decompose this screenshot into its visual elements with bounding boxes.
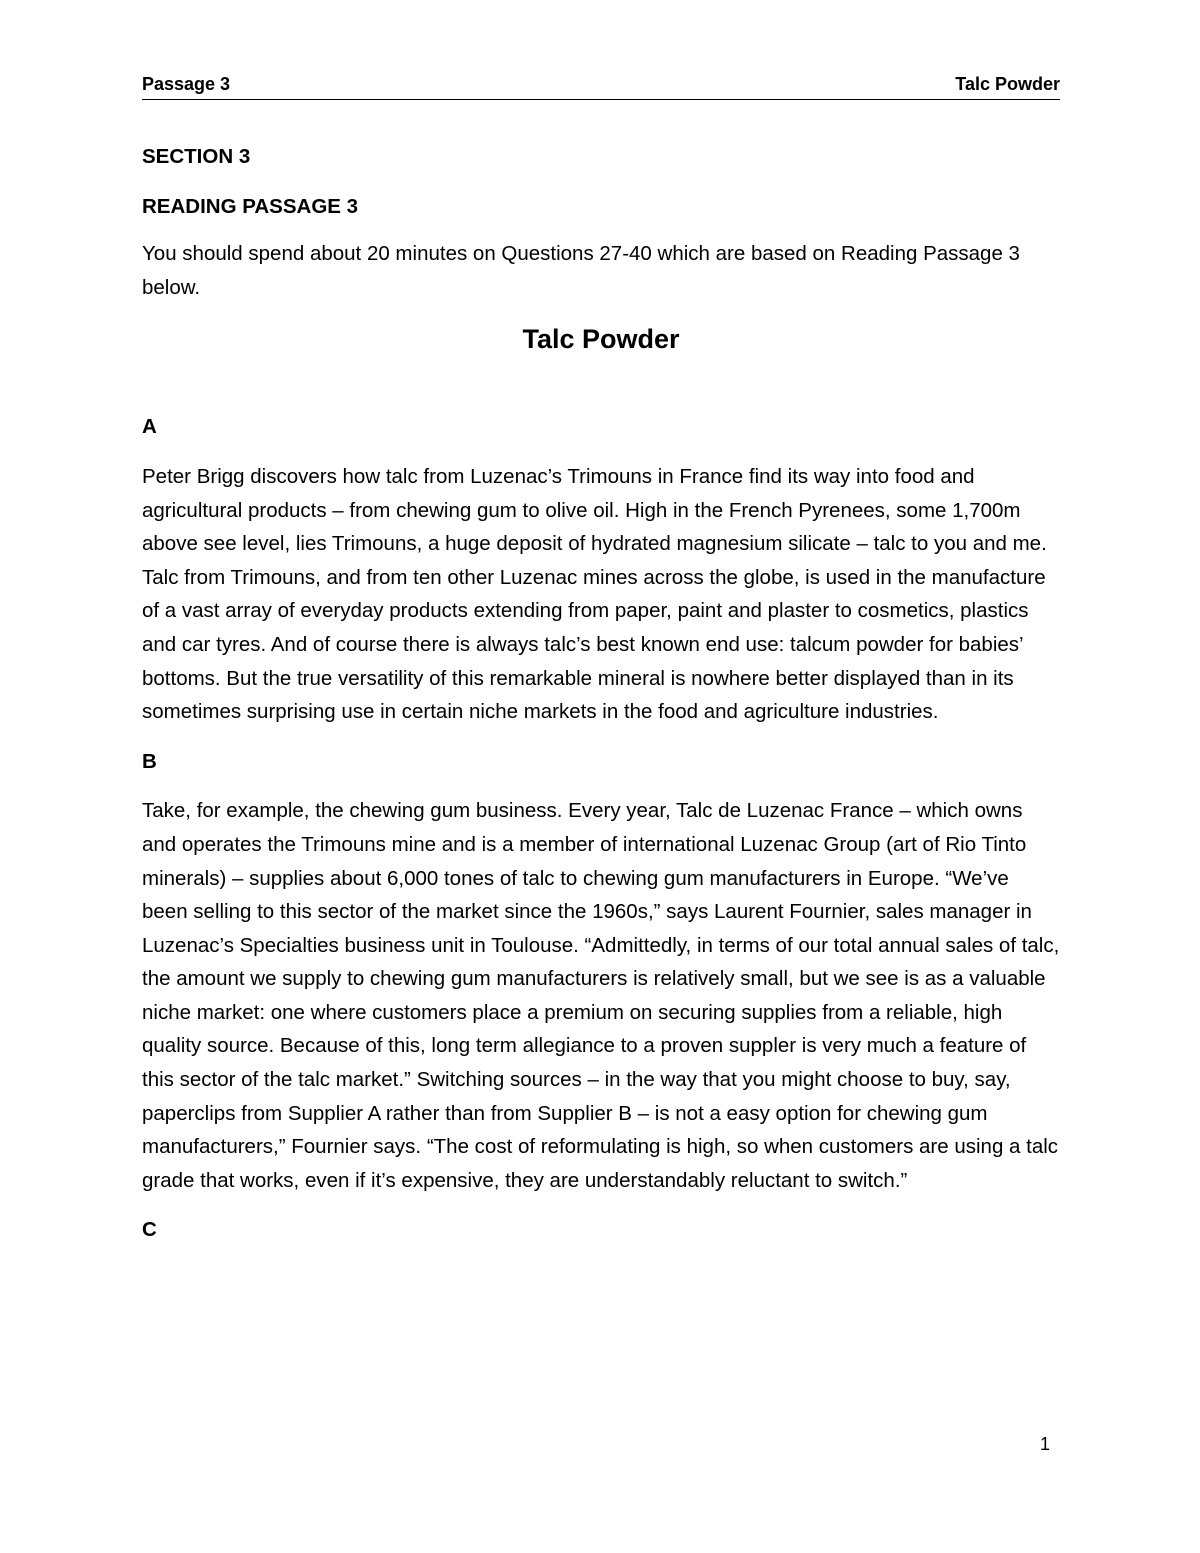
section-heading: SECTION 3 bbox=[142, 145, 251, 168]
paragraph-b: Take, for example, the chewing gum business. Every year, Talc de Luzenac France – which owns and operates the Trimouns mine and is a member of international Luzenac Group (art of Rio Tinto minerals) – supplies about 6,000 tones of talc to chewing gum manufacturers in Europe. “We’ve been selling to this sector of the market since the 1960s,” says Laurent Fournier, sales manager in Luzenac’s Specialties business unit in Toulouse. “Admittedly, in terms of our total annual sales of talc, the amount we supply to chewing gum manufacturers is relatively small, but we see is as a valuable niche market: one where customers place a premium on securing supplies from a reliable, high quality source. Because of this, long term allegiance to a proven suppler is very much a feature of this sector of the talc market.” Switching sources – in the way that you might choose to buy, say, paperclips from Supplier A rather than from Supplier B – is not a easy option for chewing gum manufacturers,” Fournier says. “The cost of reformulating is high, so when customers are using a talc grade that works, even if it’s expensive, they are understandably reluctant to switch.” bbox=[142, 799, 1060, 1192]
paragraph-a: Peter Brigg discovers how talc from Luzenac’s Trimouns in France find its way into food and agricultural products – from chewing gum to olive oil. High in the French Pyrenees, some 1,700m above see level, lies Trimouns, a huge deposit of hydrated magnesium silicate – talc to you and me. Talc from Trimouns, and from ten other Luzenac mines across the globe, is used in the manufacture of a vast array of everyday products extending from paper, paint and plaster to cosmetics, plastics and car tyres. And of course there is always talc’s best known end use: talcum powder for babies’ bottoms. But the true versatility of this remarkable mineral is nowhere better displayed than in its sometimes surprising use in certain niche markets in the food and agriculture industries. bbox=[142, 464, 1047, 724]
header-passage-label: Passage 3 bbox=[142, 74, 231, 94]
passage-title: Talc Powder bbox=[522, 324, 680, 355]
paragraph-letter-b: B bbox=[142, 749, 157, 773]
paragraph-letter-a: A bbox=[142, 415, 157, 439]
reading-passage-heading: READING PASSAGE 3 bbox=[142, 194, 359, 218]
instructions-text: You should spend about 20 minutes on Questions 27-40 which are based on Reading Passage 3 below. bbox=[142, 242, 1020, 299]
page-header bbox=[142, 72, 1060, 100]
paragraph-letter-c: C bbox=[142, 1218, 157, 1242]
header-title: Talc Powder bbox=[955, 74, 1060, 94]
document-body bbox=[142, 140, 1060, 1247]
page-number: 1 bbox=[1040, 1434, 1051, 1454]
